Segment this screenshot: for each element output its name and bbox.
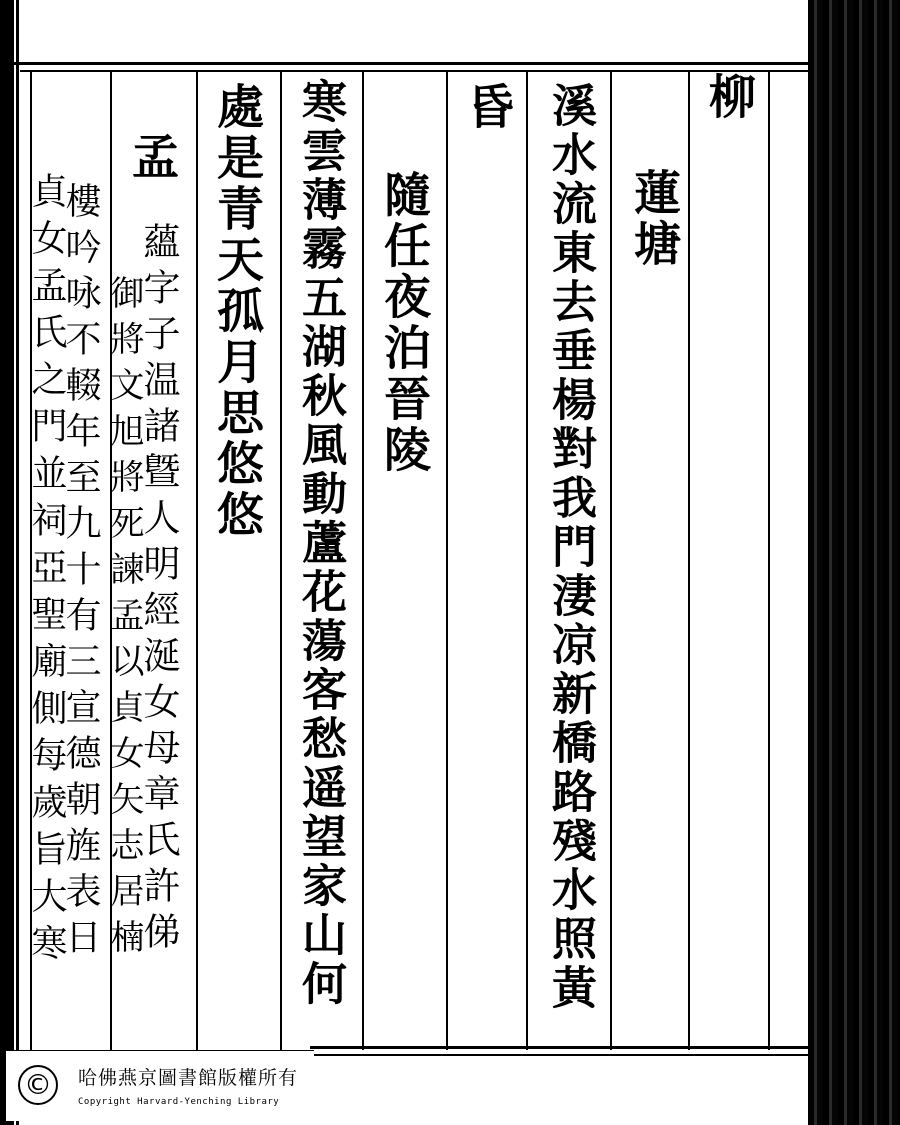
text-column-11: 樓吟咏不輟年至九十有三宣德朝旌表日 [60, 182, 101, 964]
copyright-text-en: Copyright Harvard-Yenching Library [78, 1097, 280, 1107]
text-column-10: 御將文旭將死諫孟以貞女矢志居楠 [104, 275, 144, 965]
column-divider [688, 70, 690, 1050]
text-column-2: 蓮塘 [626, 168, 681, 270]
text-column-7: 處是青天孤月思悠悠 [209, 82, 264, 541]
column-divider [610, 70, 612, 1050]
column-divider [196, 70, 198, 1050]
text-column-4: 昏 [459, 82, 514, 133]
author-name-1: 孟 [124, 132, 179, 183]
column-divider [526, 70, 528, 1050]
bottom-border [310, 1046, 810, 1049]
page-edge-rule-inner [16, 0, 19, 1125]
bottom-border-inner [310, 1054, 810, 1056]
column-divider [362, 70, 364, 1050]
column-divider [768, 70, 770, 1050]
column-divider [446, 70, 448, 1050]
top-border [0, 62, 810, 65]
text-column-5: 隨任夜泊晉陵 [376, 170, 431, 476]
copyright-stamp [6, 1050, 314, 1121]
scanned-binding-edge [808, 0, 900, 1125]
top-border-inner [20, 70, 810, 72]
text-column-1: 柳 [701, 72, 756, 123]
column-divider [280, 70, 282, 1050]
page-edge-rule [0, 0, 14, 1125]
copyright-text-cn: 哈佛燕京圖書館版權所有 [78, 1067, 299, 1089]
text-column-6: 寒雲薄霧五湖秋風動蘆花蕩客愁遥望家山何 [294, 78, 347, 1009]
text-column-3: 溪水流東去垂楊對我門淒凉新橋路殘水照黃 [544, 82, 597, 1013]
copyright-icon: © [18, 1065, 58, 1105]
text-column-9: 蘊字子温諸曁人明經涎女母章氏許俤 [137, 222, 180, 958]
text-column-12: 貞女孟氏之門並祠亞聖廟側每歲旨大寒 [26, 172, 67, 971]
